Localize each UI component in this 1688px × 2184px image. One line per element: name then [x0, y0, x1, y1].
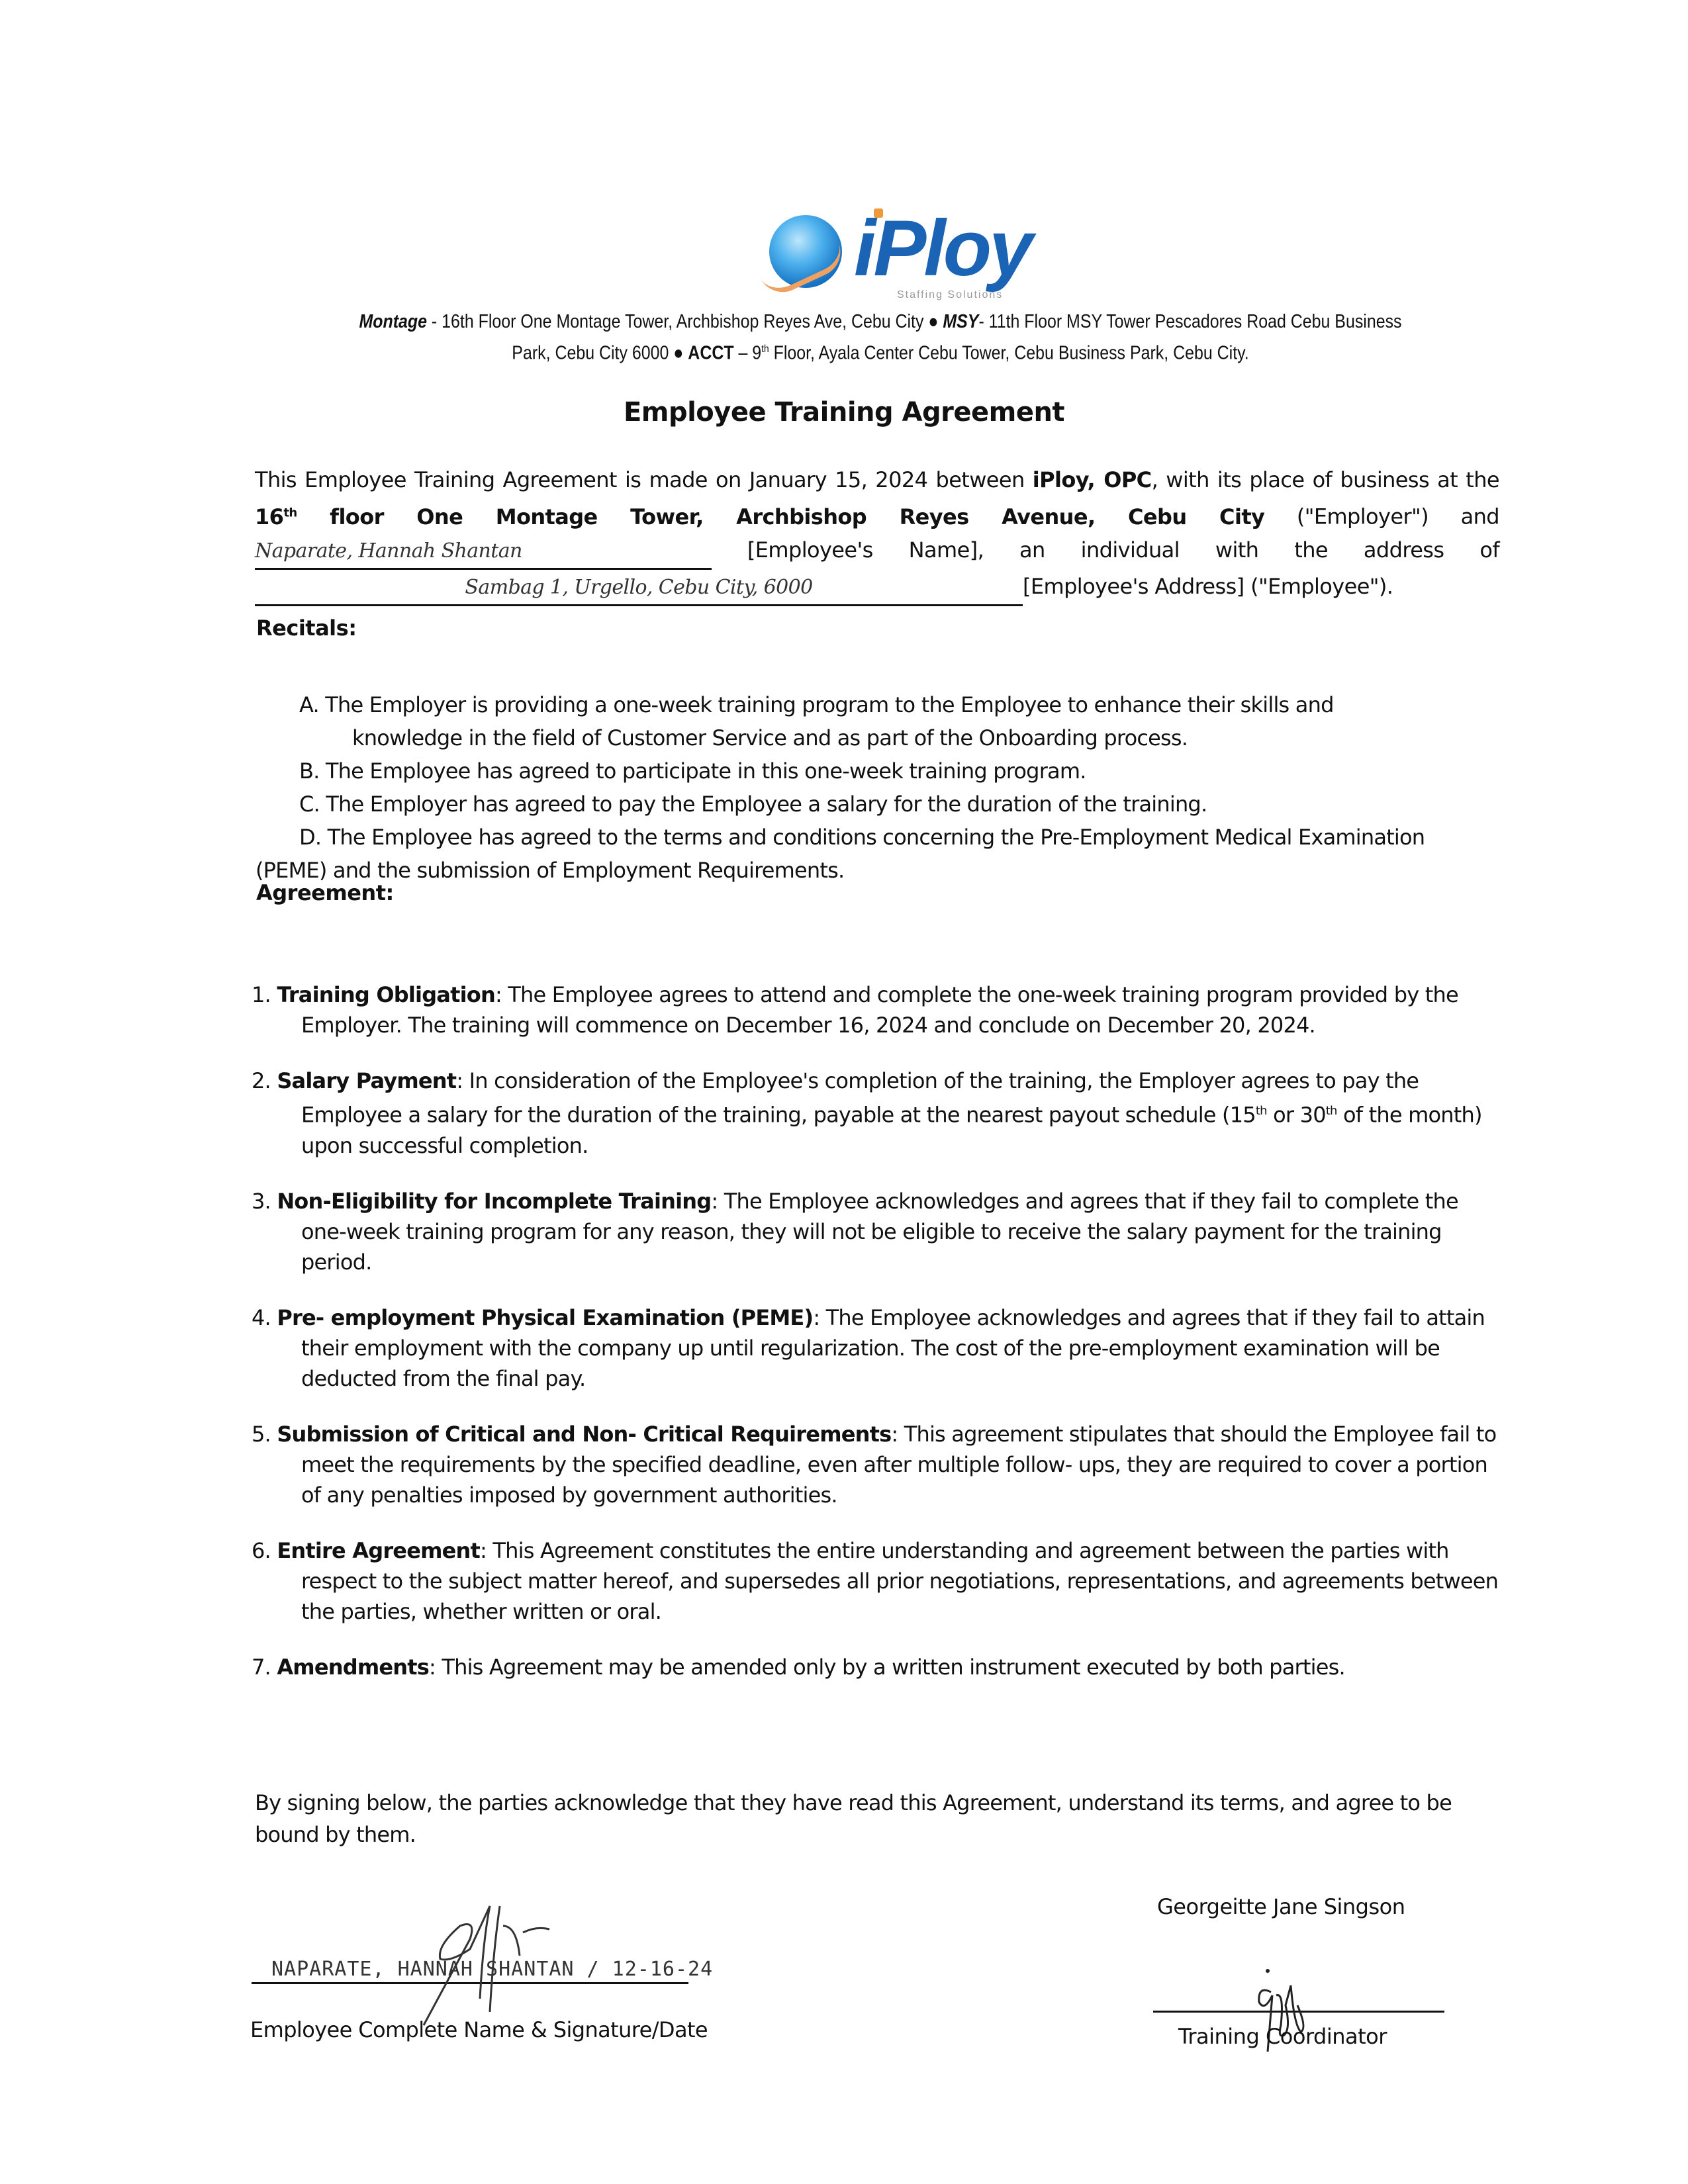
agreement-heading: Agreement:: [256, 880, 394, 905]
office-addresses: [346, 308, 1416, 367]
bullet-icon: ●: [928, 311, 939, 332]
employee-name-field[interactable]: [255, 533, 712, 570]
clause-amendments: 7. Amendments: This Agreement may be amended only by a written instrument executed by both parties.: [252, 1654, 1345, 1680]
clause-peme: 4. Pre- employment Physical Examination (PEME): The Employee acknowledges and agrees that if they fail to attain their employment with the company up until regularization. The cost of the pre-employment examination will be deducted from the final pay.: [252, 1304, 1485, 1391]
iploy-logo: [761, 195, 1031, 300]
recital-item: C. The Employer has agreed to pay the Employee a salary for the duration of the training.: [299, 792, 1207, 817]
intro-text-2: , with its place of business at the: [1151, 467, 1499, 492]
employee-signature-caption: Employee Complete Name & Signature/Date: [250, 2017, 708, 2042]
clause-entire-agreement: 6. Entire Agreement: This Agreement constitutes the entire understanding and agreement between the parties with respect to the subject matter hereof, and supersedes all prior negotiations, representations, and agreements between the parties, whether written or oral.: [252, 1537, 1499, 1624]
msy-label: MSY: [943, 311, 979, 332]
agreement-clauses: [252, 979, 1503, 1682]
employee-handwritten-name-date: NAPARATE, HANNAH SHANTAN / 12-16-24: [271, 1958, 714, 1981]
employee-name-handwritten: Naparate, Hannah Shantan: [255, 539, 522, 563]
recital-item: B. The Employee has agreed to participate in this one-week training program.: [299, 758, 1086, 784]
employee-signature-block[interactable]: [252, 1893, 755, 2025]
montage-address: - 16th Floor One Montage Tower, Archbishop Reyes Ave, Cebu City: [426, 311, 929, 332]
coordinator-caption: Training Coordinator: [1178, 2024, 1387, 2049]
recital-item: A. The Employer is providing a one-week training program to the Employee to enhance their skills and knowledge in the field of Customer Service and as part of the Onboarding process.: [299, 692, 1334, 751]
company-name: iPloy, OPC: [1032, 467, 1152, 492]
intro-text-4: [Employee's Name], an individual with the address of: [712, 537, 1499, 563]
montage-label: Montage: [359, 311, 427, 332]
intro-paragraph: [255, 463, 1499, 606]
acct-address-post: Floor, Ayala Center Cebu Tower, Cebu Business Park, Cebu City.: [769, 342, 1249, 364]
company-location: 16th floor One Montage Tower, Archbishop Reyes Avenue, Cebu City: [255, 504, 1265, 529]
intro-text-3: ("Employer") and: [1264, 504, 1499, 529]
acct-sup: th: [761, 343, 769, 355]
bullet-icon: ●: [673, 342, 684, 364]
intro-text-1: This Employee Training Agreement is made on January 15, 2024 between: [255, 467, 1033, 492]
clause-training-obligation: 1. Training Obligation: The Employee agrees to attend and complete the one-week training program provided by the Employer. The training will commence on December 16, 2024 and conclude on December 20, 2024.: [252, 982, 1458, 1038]
recital-item: D. The Employee has agreed to the terms and conditions concerning the Pre-Employment Medical Examination (PEME) and the submission of Employment Requirements.: [256, 825, 1425, 883]
page-title: Employee Training Agreement: [623, 397, 1065, 428]
acct-address-pre: – 9: [733, 342, 762, 364]
employee-address-field[interactable]: [255, 570, 1023, 606]
msy-address: - 11th Floor MSY Tower Pescadores Road Cebu Business Park, Cebu City 6000: [512, 311, 1402, 364]
recitals-list: [256, 688, 1504, 887]
employee-address-handwritten: Sambag 1, Urgello, Cebu City, 6000: [465, 575, 813, 599]
clause-non-eligibility: 3. Non-Eligibility for Incomplete Training: The Employee acknowledges and agrees that if they fail to complete the one-week training program for any reason, they will not be eligible to receive the salary payment for the training period.: [252, 1188, 1458, 1275]
employee-signature-scribble-icon: [384, 1899, 556, 2032]
acct-label: ACCT: [688, 342, 734, 364]
recitals-heading: Recitals:: [256, 615, 357, 641]
clause-requirements: 5. Submission of Critical and Non- Critical Requirements: This agreement stipulates that should the Employee fail to meet the requirements by the specified deadline, even after multiple follow- ups, they are required to cover a portion of any penalties imposed by government authorities.: [252, 1421, 1497, 1508]
coordinator-name: Georgeitte Jane Singson: [1157, 1894, 1405, 1919]
closing-statement: By signing below, the parties acknowledge that they have read this Agreement, understand its terms, and agree to be bound by them.: [255, 1790, 1452, 1847]
logo-tagline: Staffing Solutions: [897, 289, 1004, 300]
intro-text-5: [Employee's Address] ("Employee").: [1023, 573, 1393, 599]
clause-salary-payment: 2. Salary Payment: In consideration of the Employee's completion of the training, the Employer agrees to pay the Employee a salary for the duration of the training, payable at the nearest payout schedule (15th or 30th of the month) upon successful completion.: [252, 1068, 1482, 1158]
logo-brand: iPloy: [854, 204, 1031, 293]
